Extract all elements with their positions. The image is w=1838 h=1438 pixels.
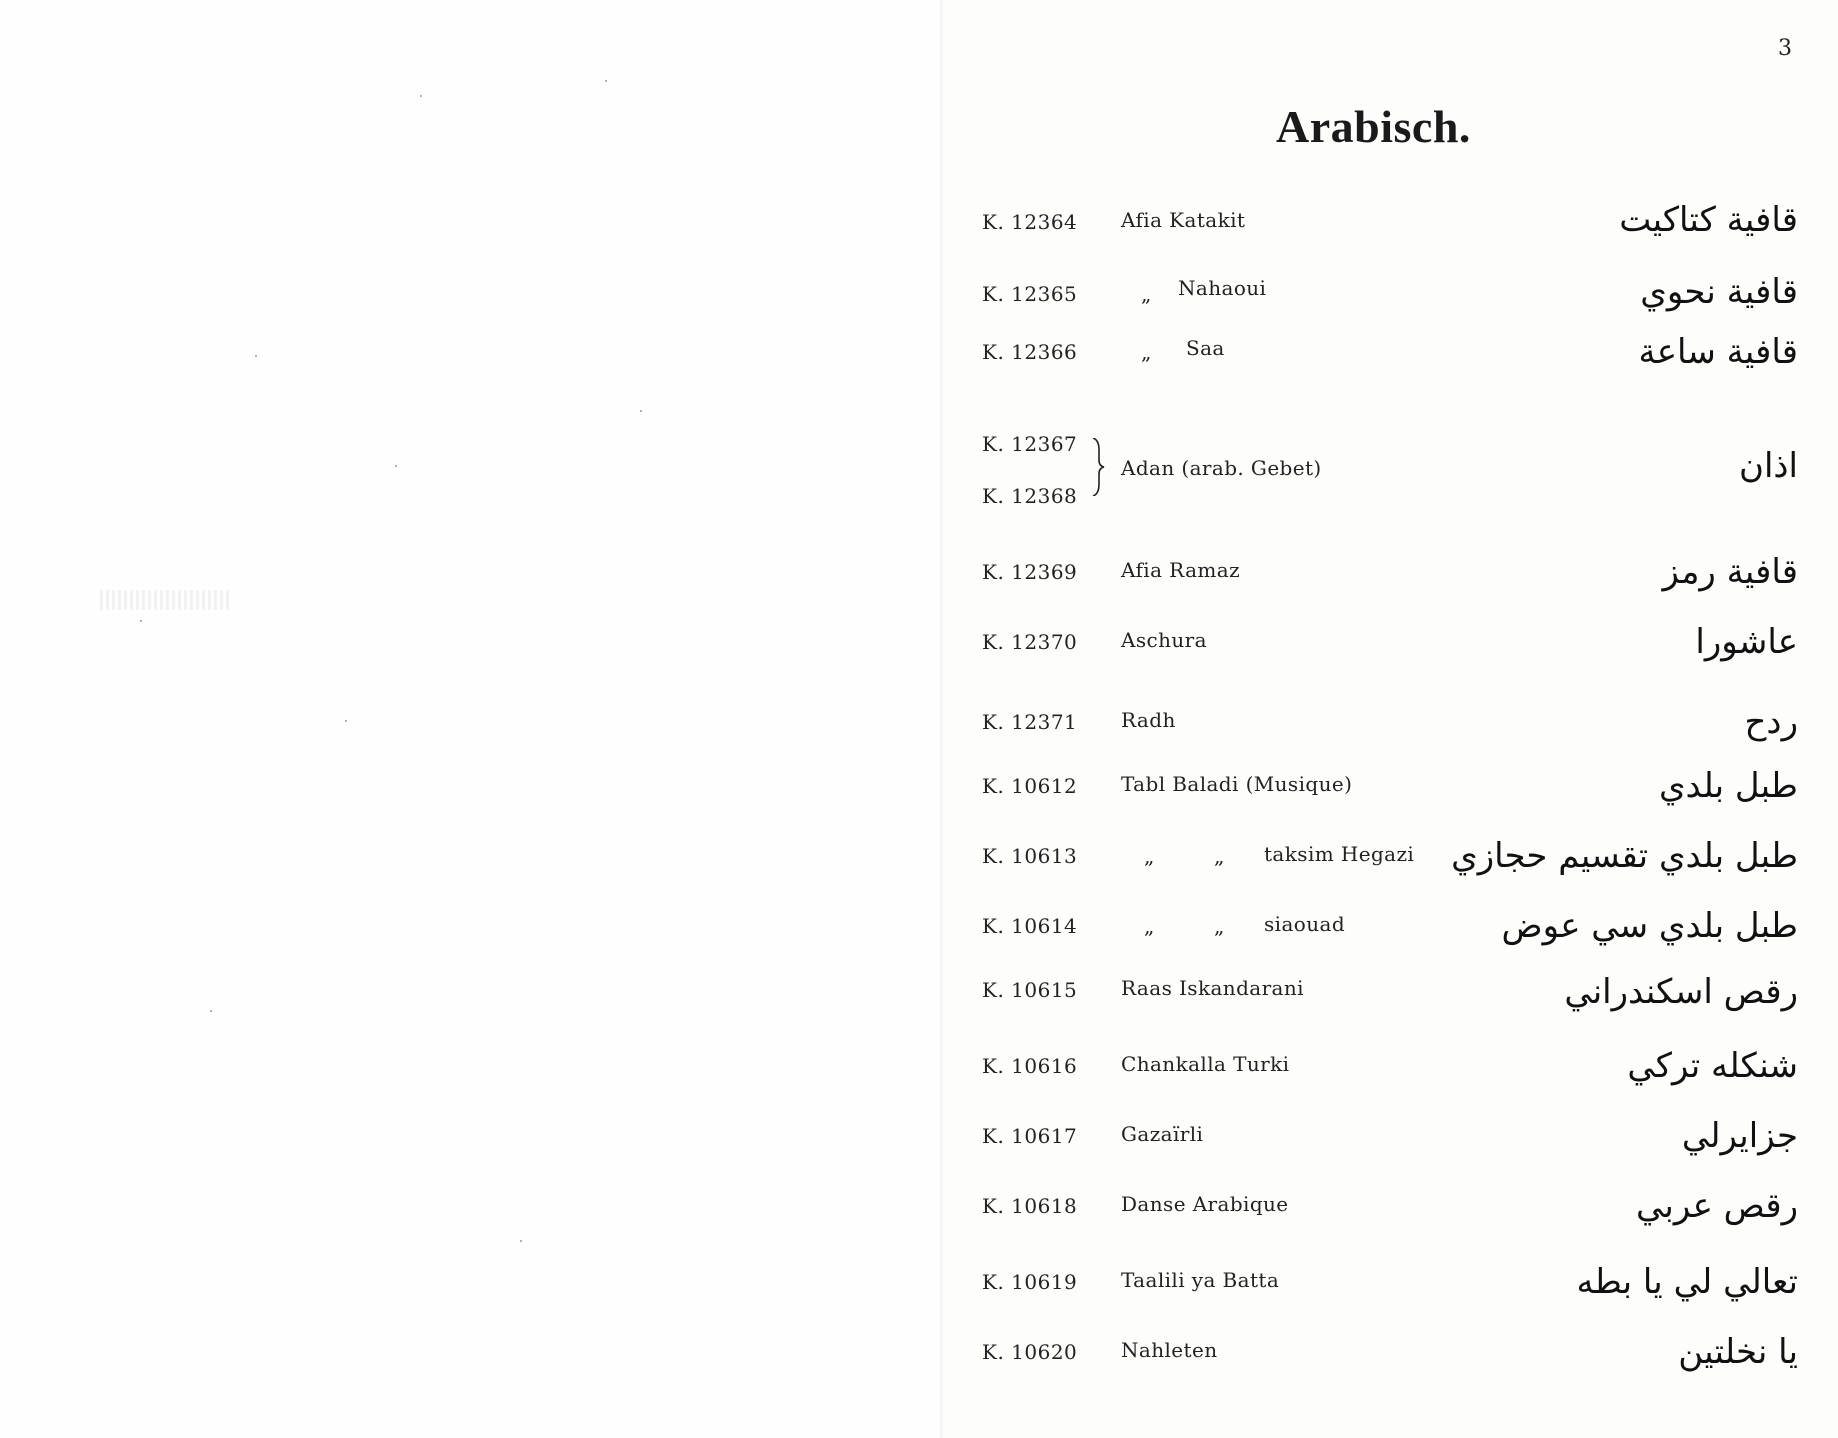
catalog-number: K. 12370 (982, 630, 1078, 654)
record-title: Aschura (1121, 628, 1207, 652)
catalog-number: K. 10616 (982, 1054, 1078, 1078)
arabic-title: قافية رمز (1662, 552, 1798, 592)
paper-speck (210, 1010, 212, 1012)
arabic-title: طبل بلدي تقسيم حجازي (1451, 836, 1798, 876)
arabic-title: طبل بلدي (1658, 766, 1798, 806)
record-title: Radh (1121, 708, 1176, 732)
record-title: Danse Arabique (1121, 1192, 1289, 1216)
arabic-title: تعالي لي يا بطه (1576, 1262, 1798, 1302)
paper-speck (640, 410, 642, 412)
catalog-entry (946, 330, 1838, 390)
ditto-mark: „ (1141, 282, 1152, 306)
record-title: Nahaoui (1178, 276, 1267, 300)
catalog-entry (946, 620, 1838, 680)
catalog-entry (946, 700, 1838, 760)
arabic-title: رقص اسكندراني (1564, 972, 1798, 1012)
paper-speck (255, 355, 257, 357)
arabic-title: طبل بلدي سي عوض (1501, 906, 1798, 946)
catalog-number: K. 10617 (982, 1124, 1078, 1148)
record-title: Afia Ramaz (1121, 558, 1241, 582)
paper-speck (420, 95, 422, 97)
arabic-title: ردح (1744, 702, 1798, 742)
catalog-entry (946, 1184, 1838, 1244)
arabic-title: شنكله تركي (1627, 1046, 1798, 1086)
record-title: Chankalla Turki (1121, 1052, 1290, 1076)
catalog-entry (946, 764, 1838, 824)
right-page (946, 0, 1838, 1438)
page-number: 3 (1778, 36, 1792, 61)
arabic-title: قافية نحوي (1640, 272, 1798, 312)
arabic-title: عاشورا (1695, 622, 1798, 662)
catalog-number: K. 12366 (982, 340, 1078, 364)
catalog-number: K. 12367 (982, 432, 1078, 456)
paper-speck (520, 1240, 522, 1242)
arabic-title: اذان (1738, 446, 1798, 486)
catalog-number: K. 10615 (982, 978, 1078, 1002)
brace-icon (1091, 438, 1105, 496)
record-title: siaouad (1264, 912, 1346, 936)
paper-speck (345, 720, 347, 722)
arabic-title: قافية ساعة (1638, 332, 1798, 372)
arabic-title: يا نخلتين (1678, 1332, 1798, 1372)
catalog-entry (946, 270, 1838, 330)
record-title: Tabl Baladi (Musique) (1121, 772, 1353, 796)
ditto-mark: „ (1214, 844, 1225, 868)
page-title: Arabisch. (1276, 101, 1471, 152)
catalog-number: K. 12365 (982, 282, 1078, 306)
paper-speck (605, 80, 607, 82)
arabic-title: رقص عربي (1636, 1186, 1798, 1226)
bleed-through-mark (100, 590, 230, 610)
record-title: Gazaïrli (1121, 1122, 1204, 1146)
paper-speck (140, 620, 142, 622)
catalog-number: K. 12371 (982, 710, 1078, 734)
catalog-entry (946, 1330, 1838, 1390)
catalog-entry (946, 1114, 1838, 1174)
ditto-mark: „ (1141, 340, 1152, 364)
record-title: Afia Katakit (1121, 208, 1246, 232)
catalog-number: K. 12364 (982, 210, 1078, 234)
ditto-mark: „ (1144, 914, 1155, 938)
catalog-entry (946, 428, 1838, 508)
record-title: Nahleten (1121, 1338, 1218, 1362)
catalog-entry (946, 550, 1838, 610)
catalog-number: K. 10620 (982, 1340, 1078, 1364)
record-title: Saa (1186, 336, 1225, 360)
catalog-entry (946, 834, 1838, 894)
catalog-number: K. 10618 (982, 1194, 1078, 1218)
catalog-number: K. 10612 (982, 774, 1078, 798)
catalog-entry (946, 1044, 1838, 1104)
catalog-entry (946, 968, 1838, 1028)
paper-speck (395, 465, 397, 467)
catalog-entry (946, 1260, 1838, 1320)
record-title: Taalili ya Batta (1121, 1268, 1280, 1292)
record-title: taksim Hegazi (1264, 842, 1415, 866)
catalog-number: K. 10613 (982, 844, 1078, 868)
catalog-number: K. 10619 (982, 1270, 1078, 1294)
ditto-mark: „ (1214, 914, 1225, 938)
catalog-number: K. 12369 (982, 560, 1078, 584)
record-title: Raas Iskandarani (1121, 976, 1304, 1000)
catalog-entry (946, 200, 1838, 260)
catalog-entry (946, 904, 1838, 964)
arabic-title: قافية كتاكيت (1619, 200, 1798, 240)
record-title: Adan (arab. Gebet) (1121, 456, 1322, 480)
catalog-number: K. 10614 (982, 914, 1078, 938)
arabic-title: جزايرلي (1681, 1116, 1798, 1156)
ditto-mark: „ (1144, 844, 1155, 868)
catalog-number: K. 12368 (982, 484, 1078, 508)
